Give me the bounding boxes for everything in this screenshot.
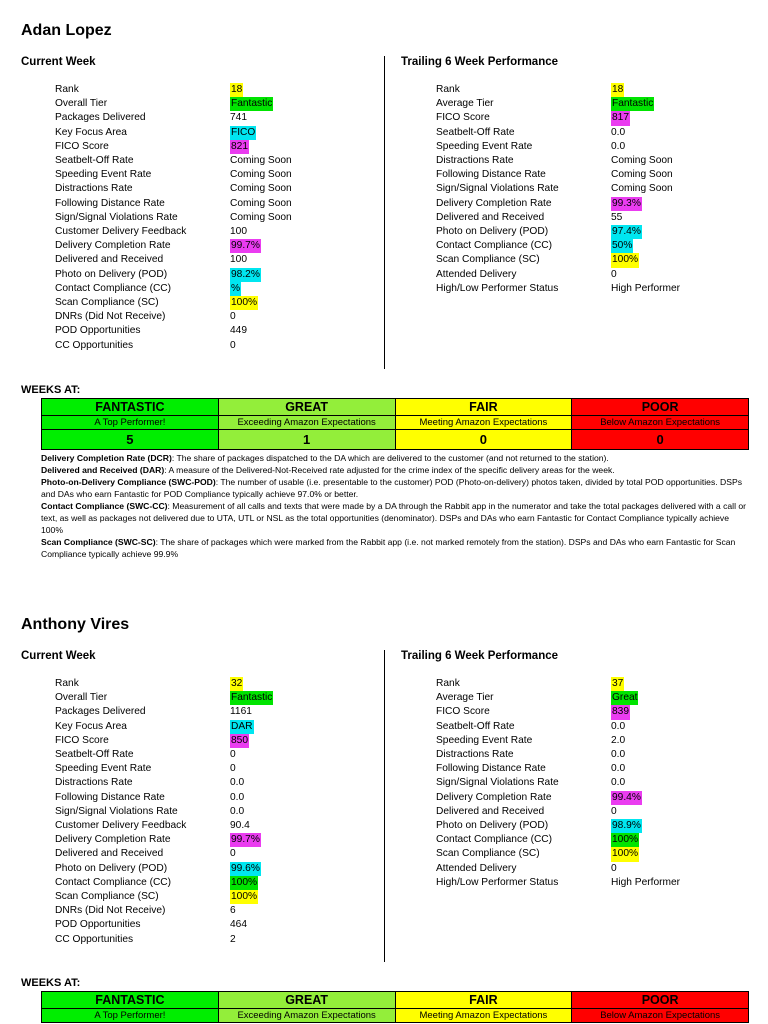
metric-label: High/Low Performer Status — [436, 282, 559, 294]
tier-desc-fantastic: A Top Performer! — [42, 1009, 219, 1023]
trailing-heading: Trailing 6 Week Performance — [401, 650, 559, 662]
metric-label: Rank — [55, 84, 79, 95]
metric-value: 99.3% — [611, 197, 642, 211]
tier-desc-fair: Meeting Amazon Expectations — [395, 416, 572, 430]
metric-value: 0 — [230, 749, 236, 760]
metric-value: Fantastic — [611, 97, 654, 111]
metric-label: Photo on Delivery (POD) — [55, 862, 168, 874]
tier-weeks-table — [41, 991, 749, 1023]
metric-value: 2.0 — [611, 734, 626, 746]
definition-dar: Delivered and Received (DAR): A measure of the Delivered-Not-Received rate adjusted for the crime index of the specific delivery areas for the week. — [41, 465, 615, 475]
metric-label: Distractions Rate — [55, 777, 133, 789]
metric-label: Overall Tier — [55, 98, 108, 110]
metric-label: Rank — [436, 678, 460, 689]
tier-desc-great: Exceeding Amazon Expectations — [218, 1009, 395, 1023]
metric-value: 0.0 — [230, 791, 245, 803]
metric-definitions — [41, 452, 753, 560]
metric-value: 741 — [230, 112, 247, 124]
metric-value: Coming Soon — [230, 169, 292, 181]
metric-label: Sign/Signal Violations Rate — [55, 211, 178, 223]
metric-value: 817 — [611, 111, 630, 125]
weeks-at-heading: WEEKS AT: — [21, 977, 81, 989]
driver-name: Anthony Vires — [21, 616, 130, 633]
metric-value: 821 — [230, 140, 249, 154]
metric-value: 0.0 — [230, 777, 245, 789]
metric-value: 98.2% — [230, 268, 261, 282]
metric-label: Contact Compliance (CC) — [436, 834, 553, 846]
metric-label: Following Distance Rate — [436, 763, 546, 775]
metric-label: Speeding Event Rate — [55, 763, 152, 775]
metric-value: Coming Soon — [611, 183, 673, 195]
tier-name-great: GREAT — [218, 992, 395, 1009]
metric-value: 50% — [611, 239, 633, 253]
tier-count-fair: 0 — [395, 430, 572, 450]
tier-desc-poor: Below Amazon Expectations — [572, 416, 749, 430]
driver-name: Adan Lopez — [21, 22, 112, 39]
trailing-heading: Trailing 6 Week Performance — [401, 56, 559, 68]
tier-count-fantastic: 5 — [42, 430, 219, 450]
metric-label: Delivery Completion Rate — [55, 834, 171, 846]
metric-value: 100% — [230, 876, 258, 890]
metric-value: 6 — [230, 905, 236, 917]
metric-label: Distractions Rate — [436, 155, 514, 166]
metric-value: DAR — [230, 720, 254, 734]
metric-value: Fantastic — [230, 97, 273, 111]
column-divider — [384, 650, 385, 962]
metric-value: 32 — [230, 677, 243, 691]
current-week-heading: Current Week — [21, 56, 96, 68]
definition-dcr: Delivery Completion Rate (DCR): The share of packages dispatched to the DA which are delivered to the customer (and not returned to the station). — [41, 453, 609, 463]
metric-value: 0.0 — [611, 720, 626, 732]
metric-value: 0.0 — [611, 777, 626, 789]
metric-value: 100% — [230, 890, 258, 904]
metric-label: Sign/Signal Violations Rate — [436, 777, 559, 789]
metric-value: 55 — [611, 211, 623, 223]
metric-label: FICO Score — [55, 734, 109, 746]
tier-name-poor: POOR — [572, 992, 749, 1009]
metric-value: 99.7% — [230, 239, 261, 253]
metric-value: 97.4% — [611, 225, 642, 239]
metric-value: 0 — [230, 311, 236, 323]
metric-value: 99.6% — [230, 862, 261, 876]
metric-value: High Performer — [611, 876, 681, 888]
metric-label: Distractions Rate — [436, 749, 514, 760]
metric-value: Coming Soon — [611, 169, 673, 181]
metric-label: Photo on Delivery (POD) — [436, 820, 549, 831]
metric-label: Scan Compliance (SC) — [55, 297, 159, 308]
metric-value: 2 — [230, 933, 236, 945]
metric-label: FICO Score — [55, 140, 109, 152]
metric-label: FICO Score — [436, 112, 490, 124]
metric-value: 0.0 — [230, 805, 245, 817]
metric-label: Customer Delivery Feedback — [55, 226, 187, 237]
metric-label: Average Tier — [436, 98, 494, 110]
metric-value: % — [230, 282, 241, 296]
metric-value: 464 — [230, 919, 247, 931]
metric-label: Photo on Delivery (POD) — [436, 226, 549, 237]
metric-label: POD Opportunities — [55, 325, 141, 337]
metric-value: Fantastic — [230, 691, 273, 705]
metric-value: 0.0 — [611, 126, 626, 138]
metric-value: Coming Soon — [611, 155, 673, 166]
tier-count-poor: 0 — [572, 430, 749, 450]
metric-label: Contact Compliance (CC) — [55, 282, 172, 294]
metric-label: Delivered and Received — [436, 211, 545, 223]
metric-value: 100 — [230, 226, 247, 237]
metric-label: Attended Delivery — [436, 268, 517, 280]
metric-value: 0.0 — [611, 749, 626, 760]
metric-label: Photo on Delivery (POD) — [55, 268, 168, 280]
tier-desc-fantastic: A Top Performer! — [42, 416, 219, 430]
driver-report-anthony-vires — [0, 600, 768, 1024]
metric-label: Speeding Event Rate — [55, 169, 152, 181]
metric-value: High Performer — [611, 282, 681, 294]
metric-value: 99.7% — [230, 833, 261, 847]
metric-label: Contact Compliance (CC) — [436, 240, 553, 252]
metric-label: FICO Score — [436, 706, 490, 718]
metric-value: 0.0 — [611, 140, 626, 152]
definition-swc-sc: Scan Compliance (SWC-SC): The share of packages which were marked from the Rabbit app (i.e. not marked remotely from the station). DSPs and DAs who earn Fantastic for Scan Compliance typically achieve 99.9% — [41, 537, 736, 559]
metric-label: Key Focus Area — [55, 720, 127, 732]
tier-name-great: GREAT — [218, 399, 395, 416]
metric-label: Sign/Signal Violations Rate — [436, 183, 559, 195]
metric-label: Attended Delivery — [436, 862, 517, 874]
metric-label: Following Distance Rate — [55, 197, 165, 209]
metric-label: Overall Tier — [55, 692, 108, 704]
metric-label: Seatbelt-Off Rate — [55, 749, 134, 760]
tier-desc-great: Exceeding Amazon Expectations — [218, 416, 395, 430]
metric-label: Contact Compliance (CC) — [55, 876, 172, 888]
metric-label: Delivery Completion Rate — [55, 240, 171, 252]
metric-value: 449 — [230, 325, 247, 337]
tier-name-fantastic: FANTASTIC — [42, 992, 219, 1009]
metric-label: Distractions Rate — [55, 183, 133, 195]
metric-label: Key Focus Area — [55, 126, 127, 138]
metric-value: 0 — [611, 862, 617, 874]
metric-label: Average Tier — [436, 692, 494, 704]
metric-value: 100% — [611, 847, 639, 861]
metric-label: Speeding Event Rate — [436, 734, 533, 746]
tier-count-great: 1 — [218, 430, 395, 450]
metric-value: 0 — [230, 339, 236, 351]
metric-label: Rank — [55, 678, 79, 689]
metric-label: Following Distance Rate — [55, 791, 165, 803]
metric-label: Seatbelt-Off Rate — [55, 155, 134, 166]
metric-value: Coming Soon — [230, 211, 292, 223]
metric-label: CC Opportunities — [55, 933, 134, 945]
metric-label: Delivery Completion Rate — [436, 791, 552, 803]
metric-value: Coming Soon — [230, 155, 292, 166]
tier-name-fair: FAIR — [395, 399, 572, 416]
metric-label: Scan Compliance (SC) — [436, 254, 540, 266]
metric-label: Speeding Event Rate — [436, 140, 533, 152]
definition-swc-cc: Contact Compliance (SWC-CC): Measurement of all calls and texts that were made by a DA through the Rabbit app in the numerator and take the total packages delivered with a call or text, as well as packages not delivered due to UTA, UTL or NSL as the total opportunities (denominator). DSPs and DAs who earn Fantastic for Contact Compliance typically achieve 100% — [41, 501, 747, 535]
weeks-at-heading: WEEKS AT: — [21, 384, 81, 396]
metric-value: 99.4% — [611, 791, 642, 805]
metric-value: 0 — [611, 268, 617, 280]
definition-swc-pod: Photo-on-Delivery Compliance (SWC-POD): The number of usable (i.e. presentable to the customer) POD (Photo-on-delivery) photos taken, divided by total POD opportunities. DSPs and DAs who earn Fantastic for POD Compliance typically achieve 97.0% or better. — [41, 477, 742, 499]
metric-label: DNRs (Did Not Receive) — [55, 905, 166, 917]
metric-label: POD Opportunities — [55, 919, 141, 931]
tier-name-poor: POOR — [572, 399, 749, 416]
metric-value: Coming Soon — [230, 183, 292, 195]
metric-label: CC Opportunities — [55, 339, 134, 351]
metric-label: Delivery Completion Rate — [436, 197, 552, 209]
metric-label: DNRs (Did Not Receive) — [55, 311, 166, 323]
metric-label: Customer Delivery Feedback — [55, 820, 187, 831]
metric-value: FICO — [230, 126, 256, 140]
metric-value: 37 — [611, 677, 624, 691]
metric-label: Delivered and Received — [55, 848, 164, 860]
tier-weeks-table — [41, 398, 749, 450]
tier-desc-poor: Below Amazon Expectations — [572, 1009, 749, 1023]
metric-value: 100% — [230, 296, 258, 310]
metric-label: Packages Delivered — [55, 112, 146, 124]
metric-label: Seatbelt-Off Rate — [436, 720, 515, 732]
metric-value: 0 — [230, 763, 236, 775]
metric-value: Great — [611, 691, 638, 705]
metric-value: 100% — [611, 253, 639, 267]
metric-value: 100 — [230, 254, 247, 266]
metric-value: 839 — [611, 705, 630, 719]
metric-label: Sign/Signal Violations Rate — [55, 805, 178, 817]
metric-value: 100% — [611, 833, 639, 847]
metric-label: Rank — [436, 84, 460, 95]
metric-value: 0.0 — [611, 763, 626, 775]
metric-value: 0 — [611, 805, 617, 817]
metric-value: 98.9% — [611, 819, 642, 833]
tier-name-fantastic: FANTASTIC — [42, 399, 219, 416]
metric-value: 18 — [611, 83, 624, 97]
metric-value: 1161 — [230, 706, 252, 718]
tier-name-fair: FAIR — [395, 992, 572, 1009]
current-week-heading: Current Week — [21, 650, 96, 662]
metric-label: Packages Delivered — [55, 706, 146, 718]
metric-value: 18 — [230, 83, 243, 97]
metric-value: 850 — [230, 734, 249, 748]
metric-label: Delivered and Received — [436, 805, 545, 817]
metric-label: Seatbelt-Off Rate — [436, 126, 515, 138]
metric-label: Delivered and Received — [55, 254, 164, 266]
column-divider — [384, 56, 385, 369]
metric-value: 90.4 — [230, 820, 250, 831]
metric-label: Following Distance Rate — [436, 169, 546, 181]
metric-value: Coming Soon — [230, 197, 292, 209]
metric-label: High/Low Performer Status — [436, 876, 559, 888]
metric-label: Scan Compliance (SC) — [436, 848, 540, 860]
metric-value: 0 — [230, 848, 236, 860]
tier-desc-fair: Meeting Amazon Expectations — [395, 1009, 572, 1023]
metric-label: Scan Compliance (SC) — [55, 891, 159, 902]
